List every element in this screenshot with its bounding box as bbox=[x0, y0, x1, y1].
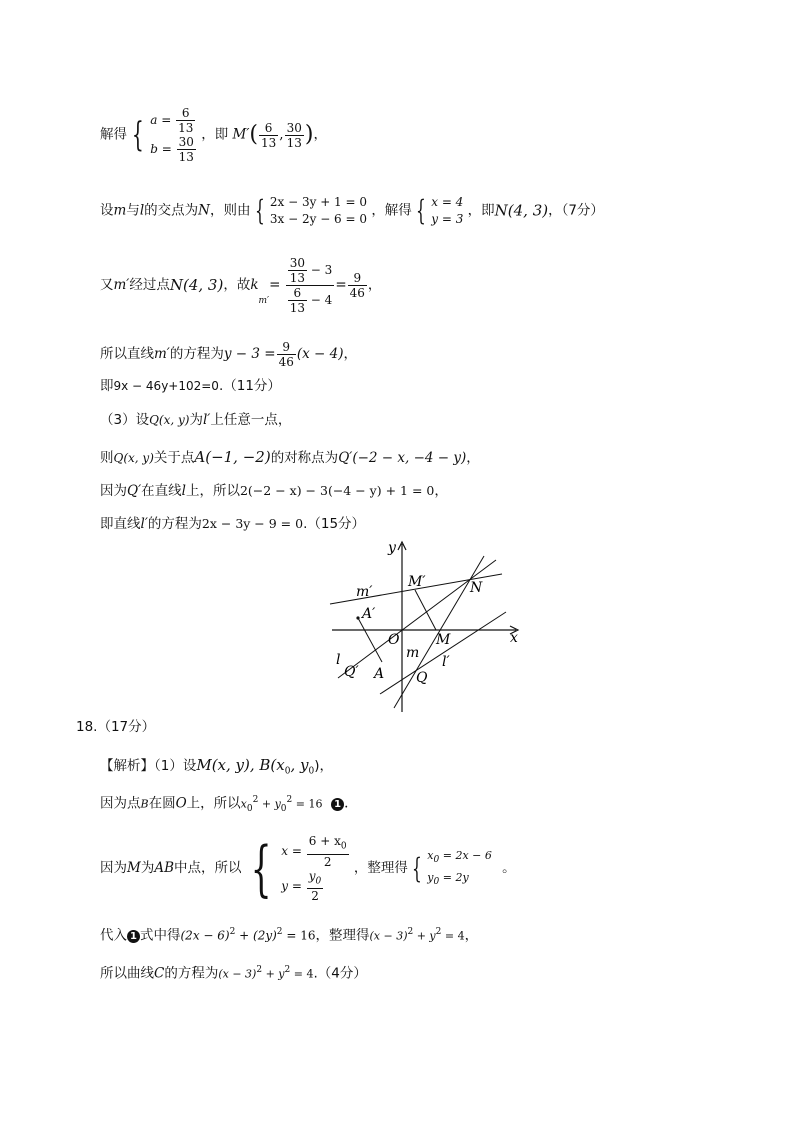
text: 上，所以 bbox=[186, 795, 241, 812]
circled-number: 1 bbox=[127, 930, 140, 943]
numerator: 30 bbox=[286, 120, 302, 135]
point-label: M′ bbox=[232, 126, 250, 143]
var: l bbox=[139, 202, 145, 219]
subscript: 0 bbox=[340, 841, 347, 852]
solution-line-5 bbox=[100, 380, 281, 394]
text: 中点，所以 bbox=[174, 859, 242, 876]
equation: 9x − 46y+102=0 bbox=[113, 379, 219, 393]
equation-system bbox=[431, 194, 463, 228]
text: .（11分） bbox=[218, 378, 281, 394]
math: M(x, y), B(x bbox=[196, 756, 285, 774]
text: . bbox=[344, 795, 349, 812]
denominator: 13 bbox=[178, 121, 194, 135]
label-m: m bbox=[406, 645, 420, 661]
numerator bbox=[307, 869, 324, 889]
fraction bbox=[285, 121, 304, 150]
left-brace: { bbox=[132, 115, 145, 155]
solution-line-7 bbox=[100, 450, 480, 466]
label-M-prime: M′ bbox=[408, 574, 426, 590]
subscript: 0 bbox=[433, 876, 440, 887]
exponent: 2 bbox=[276, 927, 283, 937]
var: m′ bbox=[154, 345, 170, 362]
point: Q(x, y) bbox=[113, 451, 154, 465]
segment-Mprime-M bbox=[415, 590, 436, 630]
text: 在圆 bbox=[148, 795, 176, 812]
math: + y bbox=[413, 929, 436, 943]
text: ， bbox=[313, 126, 327, 143]
subscript: 0 bbox=[280, 804, 287, 815]
label-m-prime: m′ bbox=[356, 584, 373, 600]
paren: ( bbox=[249, 122, 258, 147]
num-text: 6 + x bbox=[308, 834, 341, 849]
text: ，整理得 bbox=[353, 859, 408, 876]
point: Q′(−2 − x, −4 − y) bbox=[338, 450, 467, 466]
text: 解得 bbox=[100, 126, 127, 143]
x-eq: x = bbox=[281, 844, 302, 858]
var: C bbox=[154, 965, 165, 982]
fraction bbox=[348, 271, 367, 300]
equation: 2x − 3y − 9 = 0 bbox=[201, 516, 304, 531]
text: )， bbox=[314, 758, 334, 774]
label-A: A bbox=[374, 666, 385, 682]
text: 的方程为 bbox=[169, 345, 224, 362]
text: ，即 bbox=[467, 202, 495, 219]
equation: x = 4 bbox=[431, 195, 464, 209]
solution-line-4 bbox=[100, 340, 357, 369]
text: 的交点为 bbox=[144, 202, 199, 219]
rhs: = 2x − 6 bbox=[439, 848, 492, 862]
point: N(4, 3) bbox=[169, 276, 224, 294]
var: m′ bbox=[113, 276, 130, 293]
text: 的方程为 bbox=[147, 516, 202, 532]
equation: y = 3 bbox=[431, 212, 464, 226]
label-y: y bbox=[388, 540, 396, 556]
text: ， bbox=[367, 276, 382, 293]
solution-line-3 bbox=[100, 256, 381, 315]
a-eq: a = bbox=[150, 113, 172, 127]
numerator bbox=[286, 256, 335, 286]
text: 【解析】（1）设 bbox=[100, 758, 197, 774]
numerator: 6 bbox=[259, 121, 278, 136]
exponent: 2 bbox=[252, 795, 259, 805]
var: N bbox=[198, 202, 210, 219]
subscript: 0 bbox=[308, 766, 315, 777]
subscript: m′ bbox=[258, 296, 270, 306]
label-O: O bbox=[388, 632, 400, 648]
var: M bbox=[127, 859, 141, 876]
minus: − 4 bbox=[306, 293, 333, 307]
fraction bbox=[176, 106, 195, 135]
text: 为 bbox=[140, 859, 155, 876]
minus: − 3 bbox=[306, 263, 333, 277]
solution-line-1: 解得 { a = $\frac{6}{13}$ b = $\frac{30}{13}$ ，即 M′( $\frac{6}{13}$ , $\frac{30}{13}$ )， bbox=[100, 106, 327, 164]
numerator bbox=[307, 834, 349, 854]
denominator: 46 bbox=[278, 355, 294, 369]
text: ，（7分） bbox=[548, 202, 604, 219]
text: 为 bbox=[189, 412, 203, 428]
subscript: 0 bbox=[284, 766, 291, 777]
text: 的方程为 bbox=[164, 965, 219, 982]
math: + (2y) bbox=[235, 928, 277, 943]
text: 18.（17分） bbox=[76, 719, 156, 735]
text: ， bbox=[434, 483, 448, 499]
label-x: x bbox=[510, 630, 518, 646]
text: 。 bbox=[502, 859, 516, 876]
exponent: 2 bbox=[229, 927, 236, 937]
equation: 3x − 2y − 6 = 0 bbox=[269, 212, 368, 226]
text: 因为 bbox=[100, 483, 127, 499]
equation-system bbox=[270, 194, 367, 228]
math: = 4 bbox=[441, 929, 465, 943]
text: ，故 bbox=[223, 276, 251, 293]
denominator: 13 bbox=[260, 135, 277, 150]
label-Q-prime: Q′ bbox=[344, 664, 359, 680]
text: 又 bbox=[100, 276, 114, 293]
b-eq: b = bbox=[150, 142, 172, 156]
geometry-figure bbox=[320, 538, 530, 716]
text: 因为 bbox=[100, 859, 127, 876]
subscript: 0 bbox=[433, 854, 440, 865]
text: .（15分） bbox=[303, 516, 366, 532]
denominator: 2 bbox=[311, 889, 319, 904]
math: (2x − 6) bbox=[180, 928, 230, 943]
paren: ) bbox=[304, 122, 314, 147]
segment-Aprime-A bbox=[358, 618, 382, 662]
num-text: y bbox=[308, 868, 316, 883]
math: x bbox=[240, 797, 247, 811]
denominator bbox=[286, 286, 335, 315]
text: 在直线 bbox=[141, 483, 182, 499]
solution-line-11 bbox=[100, 758, 333, 777]
text: .（4分） bbox=[313, 965, 367, 982]
math: = 16 bbox=[292, 797, 323, 811]
denominator: 2 bbox=[323, 854, 332, 869]
var: m bbox=[113, 202, 127, 219]
exponent: 2 bbox=[407, 927, 414, 937]
fraction bbox=[177, 135, 196, 164]
text: 则 bbox=[100, 450, 114, 466]
d: 13 bbox=[289, 301, 305, 315]
d: 13 bbox=[289, 271, 305, 285]
text: 的对称点为 bbox=[270, 450, 339, 466]
solution-line-9 bbox=[100, 518, 365, 532]
equals: = bbox=[269, 276, 281, 293]
numerator: 9 bbox=[277, 340, 296, 355]
text: 所以直线 bbox=[100, 345, 154, 362]
text: 设 bbox=[100, 202, 114, 219]
text: 关于点 bbox=[153, 450, 195, 466]
numerator: 6 bbox=[176, 106, 195, 121]
point: N(4, 3) bbox=[494, 201, 549, 220]
fraction bbox=[307, 869, 324, 903]
math: , y bbox=[290, 756, 309, 774]
math: (x − 3) bbox=[218, 967, 257, 981]
text: ，则由 bbox=[209, 202, 251, 219]
solution-line-2 bbox=[100, 194, 604, 228]
text: 与 bbox=[126, 202, 140, 219]
solution-line-8 bbox=[100, 485, 448, 499]
denominator: 13 bbox=[286, 135, 302, 150]
label-M: M bbox=[436, 632, 451, 648]
math: + y bbox=[258, 797, 281, 811]
n: 30 bbox=[289, 256, 305, 270]
numerator: 30 bbox=[178, 135, 194, 149]
point: A(−1, −2) bbox=[194, 448, 271, 466]
text: ， bbox=[343, 345, 358, 362]
numerator: 9 bbox=[348, 271, 367, 286]
text: 因为点 bbox=[100, 795, 141, 812]
problem-number bbox=[76, 721, 155, 735]
var: y bbox=[427, 870, 434, 884]
text: ，解得 bbox=[371, 202, 412, 219]
var: l′ bbox=[202, 412, 211, 428]
text: 上任意一点， bbox=[210, 412, 292, 428]
label-Q: Q bbox=[416, 670, 428, 686]
equation: 2x − 3y + 1 = 0 bbox=[269, 195, 368, 209]
exponent: 2 bbox=[435, 927, 442, 937]
text: ， bbox=[464, 927, 479, 944]
var: Q′ bbox=[127, 483, 142, 499]
label-l-prime: l′ bbox=[442, 654, 450, 670]
label-A-prime: A′ bbox=[362, 606, 376, 622]
var: l′ bbox=[140, 516, 148, 532]
equals: = bbox=[335, 276, 347, 293]
exponent: 2 bbox=[284, 965, 291, 975]
point-A-prime bbox=[356, 616, 359, 619]
fraction bbox=[259, 121, 278, 150]
equation: y − 3 = bbox=[223, 345, 276, 362]
math: = 4 bbox=[290, 967, 314, 981]
left-brace: { bbox=[416, 194, 426, 227]
equation-system bbox=[281, 834, 349, 903]
text: ， bbox=[466, 450, 480, 466]
math: = 16 bbox=[282, 928, 316, 943]
text: 即直线 bbox=[100, 516, 141, 532]
equation: 2(−2 − x) − 3(−4 − y) + 1 = 0 bbox=[239, 483, 435, 498]
text: ，整理得 bbox=[315, 927, 370, 944]
var: l bbox=[181, 483, 186, 499]
solution-line-13 bbox=[100, 834, 516, 903]
label-l: l bbox=[336, 652, 341, 668]
left-brace: { bbox=[254, 194, 265, 227]
math: (x − 3) bbox=[369, 929, 408, 943]
solution-line-12 bbox=[100, 796, 348, 814]
math: + y bbox=[262, 967, 285, 981]
fraction bbox=[307, 834, 349, 868]
circled-number: 1 bbox=[331, 798, 344, 811]
text: 上，所以 bbox=[185, 483, 240, 499]
text: 式中得 bbox=[140, 927, 181, 944]
rhs: = 2y bbox=[439, 870, 469, 884]
slope: k bbox=[250, 276, 259, 293]
solution-line-15 bbox=[100, 966, 367, 981]
left-brace: { bbox=[412, 851, 422, 885]
equation-system bbox=[427, 847, 492, 891]
text: 所以曲线 bbox=[100, 965, 154, 982]
text: 即 bbox=[100, 378, 114, 394]
text: （3）设 bbox=[100, 412, 150, 428]
equation-system bbox=[150, 106, 197, 164]
var: B bbox=[140, 797, 149, 811]
var: AB bbox=[154, 859, 174, 876]
label-N: N bbox=[470, 580, 483, 596]
var: x bbox=[427, 848, 434, 862]
n: 6 bbox=[288, 286, 307, 301]
exponent: 2 bbox=[256, 965, 263, 975]
text: 代入 bbox=[100, 927, 127, 944]
left-brace: { bbox=[250, 833, 272, 904]
subscript: 0 bbox=[315, 876, 322, 887]
solution-line-14 bbox=[100, 928, 478, 943]
subscript: 0 bbox=[246, 804, 253, 815]
solution-line-6 bbox=[100, 414, 291, 428]
point: Q(x, y) bbox=[149, 413, 190, 427]
text: ，即 bbox=[201, 126, 229, 143]
complex-fraction bbox=[286, 256, 335, 315]
denominator: 46 bbox=[349, 286, 365, 300]
y-eq: y = bbox=[281, 878, 302, 893]
fraction bbox=[277, 340, 296, 369]
exponent: 2 bbox=[286, 795, 293, 805]
denominator: 13 bbox=[178, 150, 194, 164]
equation: (x − 4) bbox=[296, 345, 344, 362]
text: 经过点 bbox=[129, 276, 170, 293]
var: O bbox=[175, 795, 187, 812]
